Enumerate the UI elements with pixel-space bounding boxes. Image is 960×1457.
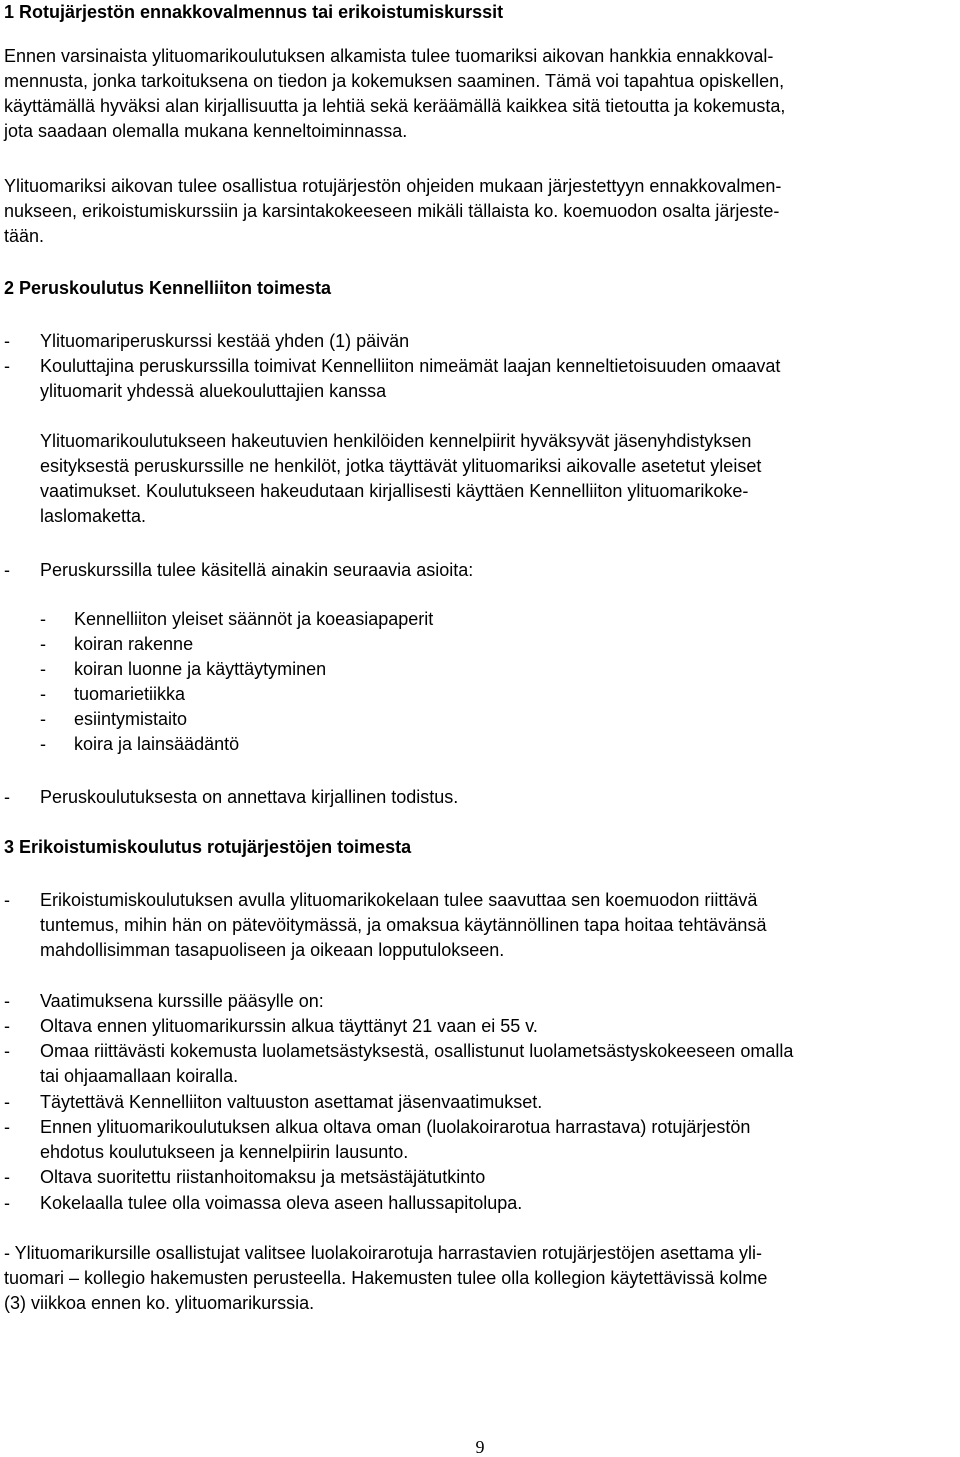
section-2-paragraph-line: laslomaketta. — [40, 506, 147, 526]
section-1-paragraph-1-line: käyttämällä hyväksi alan kirjallisuutta ja lehtiä sekä keräämällä kaikkea sitä tietoutta ja kokemusta, — [4, 96, 786, 116]
list-dash: - — [4, 1041, 10, 1061]
requirement-item: Ennen ylituomarikoulutuksen alkua oltava oman (luolakoirarotua harrastava) rotujärjestön — [40, 1117, 751, 1137]
requirement-item: Oltava ennen ylituomarikurssin alkua täyttänyt 21 vaan ei 55 v. — [40, 1016, 538, 1036]
list-dash: - — [4, 331, 10, 351]
list-dash: - — [40, 634, 46, 654]
section-1-paragraph-2-line: nukseen, erikoistumiskurssiin ja karsintakokeeseen mikäli tällaista ko. koemuodon osalta järjeste- — [4, 201, 780, 221]
list-item: ylituomarit yhdessä aluekouluttajien kanssa — [40, 381, 387, 401]
list-dash: - — [4, 1117, 10, 1137]
section-2-paragraph-line: Ylituomarikoulutukseen hakeutuvien henkilöiden kennelpiirit hyväksyvät jäsenyhdistyksen — [40, 431, 752, 451]
topics-intro: Peruskurssilla tulee käsitellä ainakin seuraavia asioita: — [40, 560, 474, 580]
section-1-paragraph-1-line: mennusta, jonka tarkoituksena on tiedon ja kokemuksen saaminen. Tämä voi tapahtua opiskellen, — [4, 71, 785, 91]
section-3-heading: 3 Erikoistumiskoulutus rotujärjestöjen toimesta — [4, 837, 412, 857]
section-2-paragraph-line: vaatimukset. Koulutukseen hakeudutaan kirjallisesti käyttäen Kennelliiton ylituomarikoke- — [40, 481, 749, 501]
list-dash: - — [4, 991, 10, 1011]
list-dash: - — [4, 1193, 10, 1213]
certificate-note: Peruskoulutuksesta on annettava kirjallinen todistus. — [40, 787, 459, 807]
page-number: 9 — [475, 1437, 485, 1457]
section-2-heading: 2 Peruskoulutus Kennelliiton toimesta — [4, 278, 332, 298]
section-2-paragraph-line: esityksestä peruskurssille ne henkilöt, jotka täyttävät ylituomariksi aikovalle asetetut yleiset — [40, 456, 762, 476]
section-1-heading: 1 Rotujärjestön ennakkovalmennus tai erikoistumiskurssit — [4, 2, 504, 22]
section-3-final-line: tuomari – kollegio hakemusten perusteella. Hakemusten tulee olla kollegion käytettävissä kolme — [4, 1268, 768, 1288]
list-dash: - — [4, 1016, 10, 1036]
list-dash: - — [4, 1167, 10, 1187]
section-1-paragraph-1-line: Ennen varsinaista ylituomarikoulutuksen alkamista tulee tuomariksi aikovan hankkia ennakkoval- — [4, 46, 774, 66]
requirement-item: Kokelaalla tulee olla voimassa oleva aseen hallussapitolupa. — [40, 1193, 523, 1213]
topic-item: tuomarietiikka — [74, 684, 186, 704]
requirement-item: Vaatimuksena kurssille pääsylle on: — [40, 991, 324, 1011]
section-1-paragraph-2-line: Ylituomariksi aikovan tulee osallistua rotujärjestön ohjeiden mukaan järjestettyyn ennakkovalmen- — [4, 176, 782, 196]
requirement-item: tai ohjaamallaan koiralla. — [40, 1066, 239, 1086]
list-dash: - — [40, 709, 46, 729]
topic-item: koiran luonne ja käyttäytyminen — [74, 659, 327, 679]
list-dash: - — [40, 684, 46, 704]
list-item: Ylituomariperuskurssi kestää yhden (1) päivän — [40, 331, 410, 351]
list-dash: - — [40, 734, 46, 754]
list-dash: - — [4, 1092, 10, 1112]
section-1-paragraph-2-line: tään. — [4, 226, 45, 246]
section-3-goal-line: Erikoistumiskoulutuksen avulla ylituomarikokelaan tulee saavuttaa sen koemuodon riittävä — [40, 890, 758, 910]
topic-item: koiran rakenne — [74, 634, 194, 654]
list-dash: - — [4, 560, 10, 580]
list-item: Kouluttajina peruskurssilla toimivat Kennelliiton nimeämät laajan kenneltietoisuuden omaavat — [40, 356, 781, 376]
section-3-goal-line: mahdollisimman tasapuoliseen ja oikeaan lopputulokseen. — [40, 940, 505, 960]
topic-item: esiintymistaito — [74, 709, 188, 729]
list-dash: - — [4, 890, 10, 910]
section-1-paragraph-1-line: jota saadaan olemalla mukana kenneltoiminnassa. — [4, 121, 408, 141]
list-dash: - — [40, 609, 46, 629]
section-3-final-line: - Ylituomarikursille osallistujat valitsee luolakoirarotuja harrastavien rotujärjestöjen asettama yli- — [4, 1243, 763, 1263]
requirement-item: Täytettävä Kennelliiton valtuuston asettamat jäsenvaatimukset. — [40, 1092, 543, 1112]
list-dash: - — [40, 659, 46, 679]
requirement-item: Omaa riittävästi kokemusta luolametsästyksestä, osallistunut luolametsästyskokeeseen omalla — [40, 1041, 794, 1061]
list-dash: - — [4, 787, 10, 807]
topic-item: Kennelliiton yleiset säännöt ja koeasiapaperit — [74, 609, 434, 629]
section-3-goal-line: tuntemus, mihin hän on pätevöitymässä, ja omaksua käytännöllinen tapa hoitaa tehtävänsä — [40, 915, 767, 935]
section-3-final-line: (3) viikkoa ennen ko. ylituomarikurssia. — [4, 1293, 315, 1313]
list-dash: - — [4, 356, 10, 376]
topic-item: koira ja lainsäädäntö — [74, 734, 240, 754]
requirement-item: Oltava suoritettu riistanhoitomaksu ja metsästäjätutkinto — [40, 1167, 486, 1187]
requirement-item: ehdotus koulutukseen ja kennelpiirin lausunto. — [40, 1142, 409, 1162]
